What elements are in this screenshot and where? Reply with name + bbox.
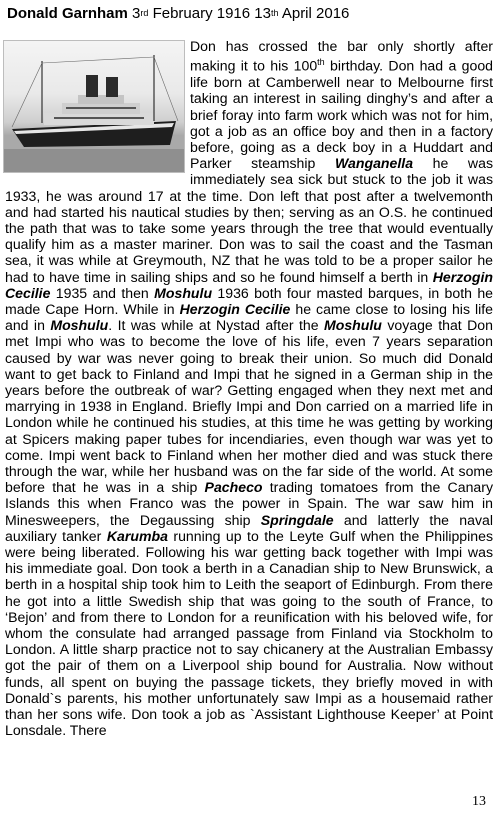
ship-name: Herzogin Cecilie [5, 268, 493, 301]
obituary-text: Don has crossed the bar only shortly after making it to his 100th birthday. Don had a good life born at Camberwell near to Melbourne first taking an interest in sailing dinghy’s and after a brief foray into farm work which was not for him, got a job as an office boy and then in a factory before, going as a deck boy in a Huddart and Parker steamship Wanganella he was immediately sea sick but stuck to the job it was 1933, he was around 17 at the time. Don left that post after a twelvemonth and had started his nautical studies by then; serving as an O.S. he continued the path that was to take some years through the tree that would eventually qualify him as a master mariner. Don was to sail the coast and the Tasman sea, it was while at Greymouth, NZ that he was told to be a proper sailor he had to have time in sailing ships and so he found himself a berth in Herzogin Cecilie 1935 and then Moshulu 1936 both four masted barques, in both he made Cape Horn. While in Herzogin Cecilie he came close to losing his life and in Moshulu. It was while at Nystad after the Moshulu voyage that Don met Impi who was to become the love of his life, even 7 years separation caused by war was never going to break their union. So much did Donald want to get back to Finland and Impi that he signed in a German ship in the years before the outbreak of war? Getting engaged when they next met and marrying in 1938 in England. Briefly Impi and Don carried on a married life in London while he continued his studies, at this time he was getting by working at Spicers making paper tubes for incendiaries, even though war was yet to come. Impi went back to Finland when her mother died and was stuck there through the war, while her husband was on the far side of the world. At some before that he was in a ship Pacheco trading tomatoes from the Canary Islands this when Franco was the power in Spain. The war saw him in Minesweepers, the Degaussing ship Springdale and latterly the naval auxiliary tanker Karumba running up to the Leyte Gulf when the Philippines were being liberated. Following his war getting back together with Impi was his immediate goal. Don took a berth in a Canadian ship to New Brunswick, a berth in a hospital ship took him to Leith the seaport of Edinburgh. From there he got into a little Swedish ship that was going to the south of France, to ‘Bejon’ and from there to London for a reunification with his beloved wife, for whom the consulate had arranged passage from Finland via Stockholm to London. A little sharp practice not to say chicanery at the Australian Embassy got the pair of them on a Liverpool ship bound for Australia. Now without funds, all spent on buying the passage tickets, they briefly moved in with Donald`s parents, his mother unfortunately saw Impi as a housemaid rather than her sons wife. Don took a job as `Assistant Lighthouse Keeper’ at Point Lonsdale. There [5, 38, 494, 739]
page-title [7, 4, 349, 24]
ship-name: Herzogin Cecilie [179, 300, 291, 317]
ship-name: Karumba [106, 527, 168, 544]
ship-name: Moshulu [50, 317, 109, 334]
birth-date: 3rd February 1916 [132, 5, 251, 22]
ship-name: Springdale [260, 511, 334, 528]
ship-name: Wanganella [334, 155, 414, 172]
ship-name: Moshulu [323, 317, 382, 334]
subject-name: Donald Garnham [7, 5, 128, 22]
death-date: 13th April 2016 [254, 5, 350, 22]
ship-name: Moshulu [154, 284, 213, 301]
ship-name: Pacheco [204, 479, 263, 496]
page-number: 13 [472, 794, 486, 809]
